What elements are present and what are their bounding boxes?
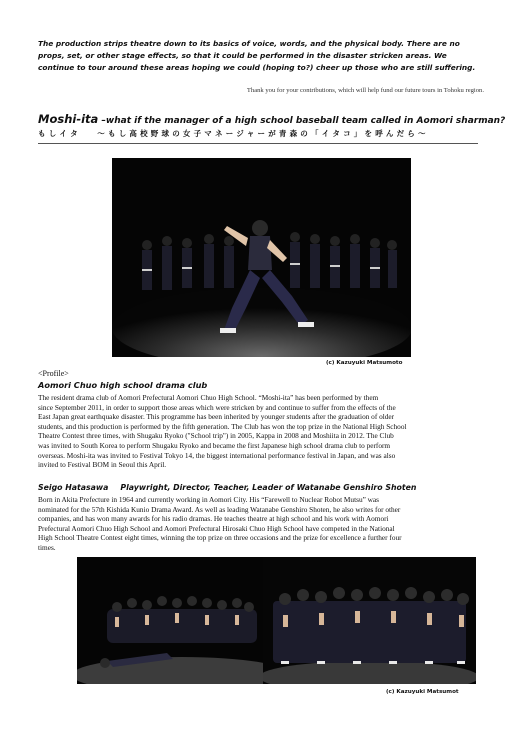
bio-line: nominated for the 57th Kishida Kunio Drama Award. As well as leading Watanabe Genshiro Shoten, he also writes for other (38, 504, 401, 514)
stage-photo-main (112, 158, 411, 357)
photo-credit-bottom: (c) Kazuyuki Matsumot (386, 689, 459, 695)
club-line: overseas. Moshi-ita was invited to Festival Tokyo 14, the biggest international performance festival in Japan, and was also (38, 450, 396, 460)
club-line: since September 2011, in order to support those areas which were stricken by and continue to suffer from the effects of the (38, 402, 396, 412)
bio-line: Born in Akita Prefecture in 1964 and currently working in Aomori City. His “Farewell to Nuclear Robot Mutsu” was (38, 495, 379, 504)
show-title-subtitle: –what if the manager of a high school baseball team called in Aomori sharman? (98, 116, 506, 126)
club-line: The resident drama club of Aomori Prefectural Aomori Chuo High School. “Moshi-ita” has been performed by them (38, 393, 379, 402)
club-line: East Japan great earthquake disaster. This programme has been inherited by younger students after the graduation of older (38, 412, 395, 422)
stage-photo-bottom-right (263, 557, 476, 684)
bio-line: Prefectural Aomori Chuo High School and Aomori Prefectural Hirosaki Chuo High School have competed in the National (38, 523, 395, 533)
club-line: students, and this production is performed by the fifth generation. The Club has won the top prize in the National High School (38, 421, 407, 431)
club-description (38, 393, 485, 470)
person-bio (38, 495, 485, 553)
profile-label: <Profile> (38, 369, 69, 378)
club-heading: Aomori Chuo high school drama club (38, 380, 208, 390)
club-line: invited to Festival BOM in Seoul this April. (38, 460, 167, 470)
thanks-note: Thank you for your contributions, which will help fund our future tours in Tohoku region. (246, 87, 484, 94)
title-underline (38, 143, 478, 144)
person-roles: Playwright, Director, Teacher, Leader of Watanabe Genshiro Shoten (120, 483, 417, 492)
show-title (38, 112, 506, 126)
club-line: was invited to South Korea to perform Shugaku Ryoko and became the first Japanese high school drama club to perform (38, 440, 391, 450)
bio-line: companies, and has won many awards for his radio dramas. He teaches theatre at high school and his work with Aomori (38, 514, 389, 524)
intro-line-1: The production strips theatre down to its basics of voice, words, and the physical body. There are no (38, 39, 460, 48)
intro-line-3: continue to tour around these areas hoping we could (hoping to?) cheer up those who are still suffering. (38, 63, 476, 73)
club-line: Theatre Contest three times, with Shugaku Ryoko ("School trip") in 2005, Kappa in 2008 and Moshiita in 2012. The Club (38, 431, 394, 441)
person-heading (38, 483, 498, 492)
bio-line: High School Theatre Contest eight times, winning the top prize on three occasions and the prize for excellence a further four (38, 533, 402, 543)
intro-statement (38, 38, 488, 75)
bio-line: times. (38, 542, 56, 552)
photo-credit-top: (c) Kazuyuki Matsumoto (326, 360, 403, 366)
stage-photo-bottom-left (77, 557, 286, 684)
show-title-main: Moshi-ita (38, 112, 99, 126)
intro-line-2: props, set, or other stage effects, so that it could be performed in the disaster stricken areas. We (38, 51, 447, 61)
person-name: Seigo Hatasawa (38, 483, 109, 492)
show-title-japanese: もしイタ 〜もし高校野球の女子マネージャーが青森の「イタコ」を呼んだら〜 (38, 129, 429, 138)
